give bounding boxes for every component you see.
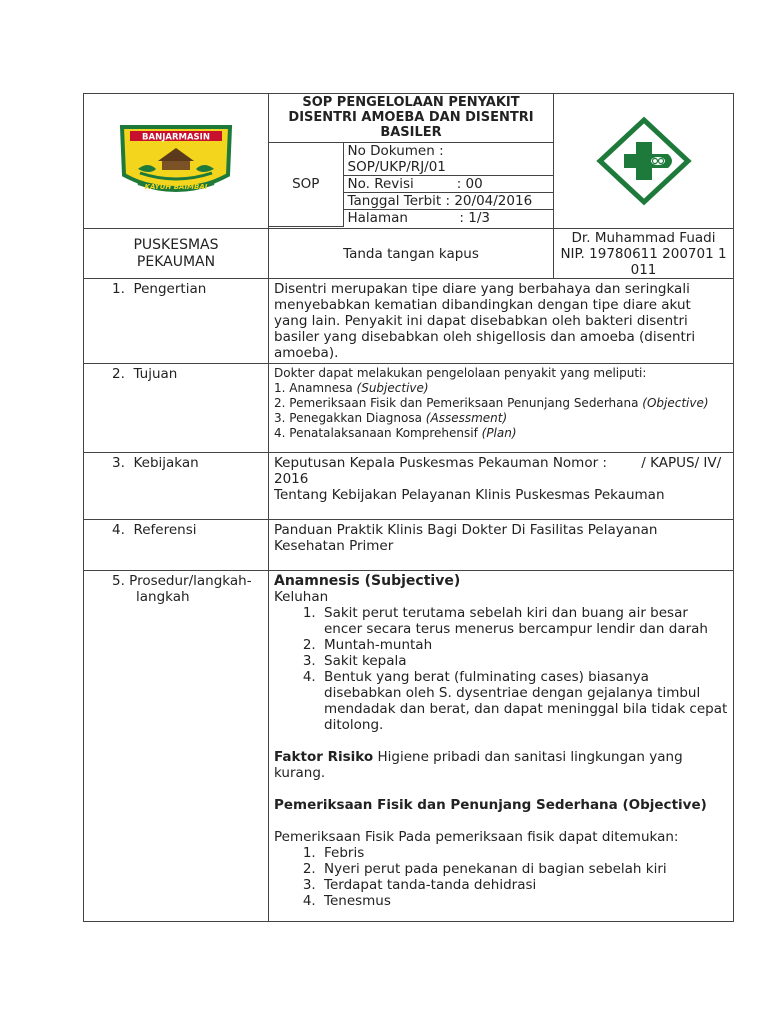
kebijakan-line1: Keputusan Kepala Puskesmas Pekauman Nomor : / KAPUS/ IV/ 2016 (274, 455, 726, 487)
row-label-kebijakan: 3. Kebijakan (84, 453, 269, 520)
issue-date: Tanggal Terbit : 20/04/2016 (343, 193, 553, 210)
objective-heading: Pemeriksaan Fisik dan Penunjang Sederhana (Objective) (274, 797, 707, 813)
tujuan-item: 4. Penatalaksanaan Komprehensif (Plan) (274, 426, 517, 440)
tujuan-intro: Dokter dapat melakukan pengelolaan penyakit yang meliputi: (274, 366, 647, 380)
list-item: 2. Nyeri perut pada penekanan di bagian sebelah kiri (320, 861, 728, 877)
signer-nip: NIP. 19780611 200701 1 011 (560, 245, 727, 278)
list-item: 3. Sakit kepala (320, 653, 728, 669)
row-label-referensi: 4. Referensi (84, 520, 269, 571)
list-item: 1. Sakit perut terutama sebelah kiri dan buang air besar encer secara terus menerus bercampur lendir dan darah (320, 605, 728, 637)
signature-label: Tanda tangan kapus (269, 229, 554, 279)
puskesmas-logo (596, 116, 692, 206)
title-cell (269, 94, 554, 229)
signer-cell (554, 229, 734, 279)
pengertian-text: Disentri merupakan tipe diare yang berbahaya dan seringkali menyebabkan kematian dibandingkan dengan tipe diare akut yang lain. Penyakit ini dapat disebabkan oleh bakteri disentri basiler yang disebabkan oleh shigellosis dan amoeba (disentri amoeba). (269, 279, 734, 364)
right-logo-cell (554, 94, 734, 229)
doc-no-label: No Dokumen : (347, 143, 444, 159)
list-item: 2. Muntah-muntah (320, 637, 728, 653)
list-item: 4. Bentuk yang berat (fulminating cases) biasanya disebabkan oleh S. dysentriae dengan gejalanya timbul mendadak dan berat, dan dapat meninggal bila tidak cepat ditolong. (320, 669, 728, 733)
keluhan-list (274, 605, 728, 733)
signer-name: Dr. Muhammad Fuadi (571, 229, 716, 246)
faktor-risiko: Faktor Risiko Higiene pribadi dan sanitasi lingkungan yang kurang. (274, 749, 683, 781)
banjarmasin-logo (116, 121, 236, 201)
left-logo-cell (84, 94, 269, 229)
tujuan-cell (269, 364, 734, 453)
doc-no-value: SOP/UKP/RJ/01 (347, 159, 446, 175)
prosedur-cell (269, 571, 734, 922)
sop-table (83, 93, 734, 922)
fisik-intro: Pemeriksaan Fisik Pada pemeriksaan fisik dapat ditemukan: (274, 829, 679, 845)
sop-title: SOP PENGELOLAAN PENYAKIT DISENTRI AMOEBA DAN DISENTRI BASILER (288, 95, 534, 140)
doc-info-table (269, 142, 553, 227)
tujuan-item: 3. Penegakkan Diagnosa (Assessment) (274, 411, 508, 425)
row-label-tujuan: 2. Tujuan (84, 364, 269, 453)
tujuan-item: 2. Pemeriksaan Fisik dan Pemeriksaan Penunjang Sederhana (Objective) (274, 396, 709, 410)
row-label-pengertian: 1. Pengertian (84, 279, 269, 364)
list-item: 1. Febris (320, 845, 728, 861)
sop-document (83, 93, 733, 922)
page-number: Halaman : 1/3 (343, 210, 553, 227)
keluhan-label: Keluhan (274, 589, 329, 605)
anamnesis-heading: Anamnesis (Subjective) (274, 573, 461, 589)
revision: No. Revisi : 00 (343, 176, 553, 193)
referensi-text: Panduan Praktik Klinis Bagi Dokter Di Fasilitas Pelayanan Kesehatan Primer (269, 520, 734, 571)
svg-text:KAYUH BAIMBAI: KAYUH BAIMBAI (144, 183, 208, 191)
kebijakan-line2: Tentang Kebijakan Pelayanan Klinis Puskesmas Pekauman (274, 487, 665, 503)
kebijakan-cell (269, 453, 734, 520)
tujuan-item: 1. Anamnesa (Subjective) (274, 381, 429, 395)
fisik-list (274, 845, 728, 909)
sop-label: SOP (269, 143, 343, 227)
svg-text:BANJARMASIN: BANJARMASIN (142, 132, 210, 143)
row-label-prosedur: 5. Prosedur/langkah-langkah (84, 571, 269, 922)
list-item: 3. Terdapat tanda-tanda dehidrasi (320, 877, 728, 893)
puskesmas-name: PUSKESMAS PEKAUMAN (84, 229, 269, 279)
list-item: 4. Tenesmus (320, 893, 728, 909)
